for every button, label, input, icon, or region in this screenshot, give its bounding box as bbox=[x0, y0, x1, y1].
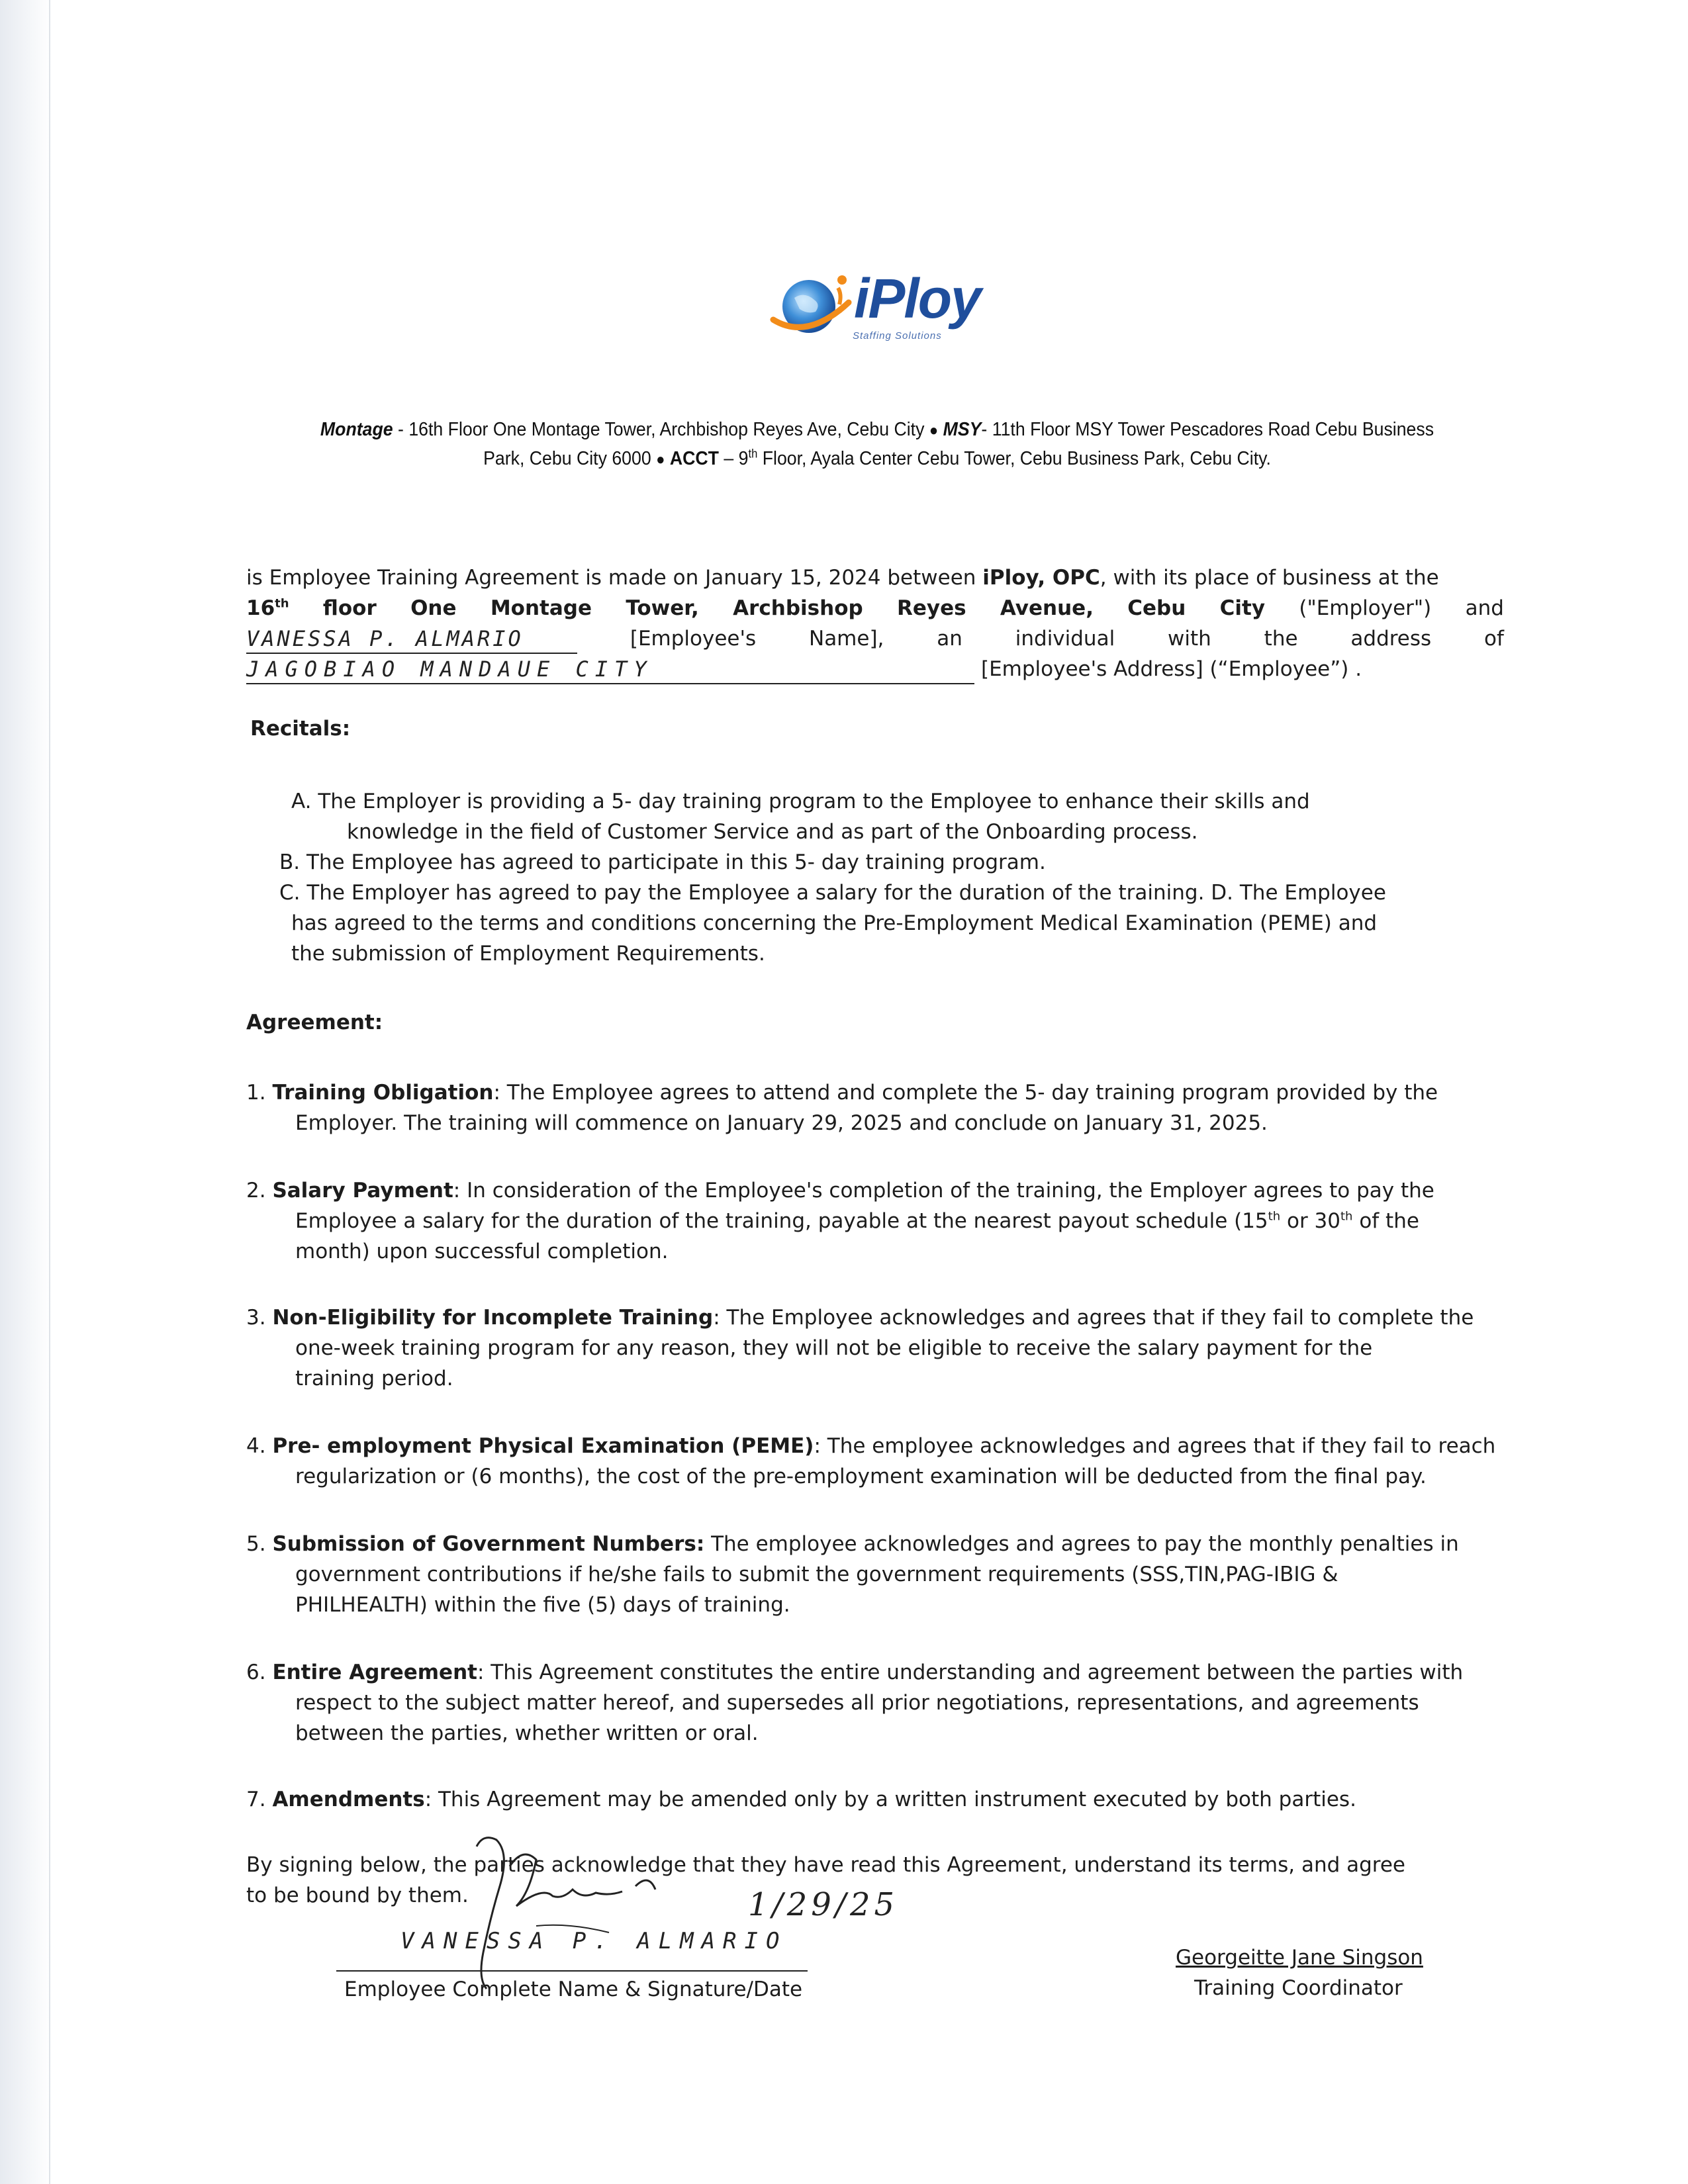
msy-label: MSY bbox=[943, 419, 982, 440]
intro-word: Archbishop bbox=[733, 596, 863, 620]
clause-6 bbox=[246, 1657, 1504, 1749]
clause-title: Pre- employment Physical Examination (PEME) bbox=[272, 1434, 814, 1458]
employee-signature bbox=[437, 1833, 781, 1992]
intro-word: One bbox=[410, 596, 457, 620]
intro-word: individual bbox=[1015, 627, 1115, 651]
signing-text: to be bound by them. bbox=[246, 1884, 469, 1907]
scan-edge-shadow bbox=[0, 0, 52, 2184]
intro-word: City bbox=[1219, 596, 1266, 620]
clause-1 bbox=[246, 1077, 1504, 1138]
clause-number: 1. bbox=[246, 1081, 266, 1105]
recital-c-cont: the submission of Employment Requirements. bbox=[291, 942, 765, 966]
intro-word: of bbox=[1484, 627, 1504, 651]
company-logo bbox=[768, 268, 993, 351]
intro-line-2 bbox=[246, 593, 1504, 623]
intro-line-4 bbox=[246, 654, 1504, 684]
clause-number: 4. bbox=[246, 1434, 266, 1458]
clause-text: The employee acknowledges and agrees to pay the monthly penalties in bbox=[704, 1532, 1459, 1556]
clause-title: Salary Payment bbox=[272, 1179, 453, 1203]
intro-word: Montage bbox=[490, 596, 592, 620]
recital-c-cont: has agreed to the terms and conditions concerning the Pre-Employment Medical Examination (PEME) and bbox=[291, 911, 1378, 935]
clause-text: Employer. The training will commence on January 29, 2025 and conclude on January 31, 2025. bbox=[295, 1111, 1268, 1135]
clause-text: respect to the subject matter hereof, and supersedes all prior negotiations, representations, and agreements bbox=[295, 1691, 1419, 1715]
clause-text: of the bbox=[1359, 1209, 1419, 1233]
acct-label: ACCT bbox=[669, 448, 719, 469]
intro-word: the bbox=[1264, 627, 1298, 651]
employee-signature-label: Employee Complete Name & Signature/Date bbox=[344, 1978, 803, 2001]
employee-name-handwritten: VANESSA P. ALMARIO bbox=[246, 623, 577, 654]
intro-word: Name], bbox=[809, 627, 884, 651]
recital-a-cont: knowledge in the field of Customer Service and as part of the Onboarding process. bbox=[347, 820, 1198, 844]
clause-text: : The Employee acknowledges and agrees that if they fail to complete the bbox=[713, 1306, 1474, 1330]
clause-title: Amendments bbox=[272, 1788, 425, 1811]
recital-b: B. The Employee has agreed to participate in this 5- day training program. bbox=[279, 850, 1046, 874]
clause-5 bbox=[246, 1529, 1504, 1620]
clause-7 bbox=[246, 1784, 1504, 1815]
clause-title: Submission of Government Numbers: bbox=[272, 1532, 705, 1556]
acct-address-pre: 9 bbox=[738, 448, 749, 469]
coordinator-name: Georgeitte Jane Singson bbox=[1176, 1946, 1423, 1970]
intro-line-3 bbox=[246, 623, 1504, 654]
recital-a: A. The Employer is providing a 5- day training program to the Employee to enhance their skills and bbox=[291, 790, 1310, 813]
clause-text: Employee a salary for the duration of the training, payable at the nearest payout schedule (15 bbox=[295, 1209, 1268, 1233]
intro-word: an bbox=[937, 627, 962, 651]
signing-text: By signing below, the parties acknowledge that they have read this Agreement, understand its terms, and agree bbox=[246, 1853, 1406, 1877]
intro-word: Cebu bbox=[1127, 596, 1186, 620]
clause-text: PHILHEALTH) within the five (5) days of training. bbox=[295, 1593, 790, 1617]
recitals-heading: Recitals: bbox=[250, 717, 351, 741]
clause-text: : In consideration of the Employee's completion of the training, the Employer agrees to pay the bbox=[453, 1179, 1434, 1203]
bullet-icon: ● bbox=[656, 451, 665, 469]
intro-text-a: is Employee Training Agreement is made on January 15, 2024 between bbox=[246, 566, 976, 590]
clause-text: : The Employee agrees to attend and complete the 5- day training program provided by the bbox=[493, 1081, 1438, 1105]
clause-number: 6. bbox=[246, 1661, 266, 1684]
signature-line bbox=[336, 1970, 808, 1972]
clause-title: Non-Eligibility for Incomplete Training bbox=[272, 1306, 714, 1330]
acct-address-post: Floor, Ayala Center Cebu Tower, Cebu Business Park, Cebu City. bbox=[762, 448, 1271, 469]
acct-address-sup: th bbox=[748, 447, 758, 461]
clause-number: 3. bbox=[246, 1306, 266, 1330]
recital-c: C. The Employer has agreed to pay the Employee a salary for the duration of the training. D. The Employee bbox=[279, 881, 1386, 905]
intro-word: Reyes bbox=[897, 596, 966, 620]
clause-text: : This Agreement may be amended only by a written instrument executed by both parties. bbox=[424, 1788, 1356, 1811]
intro-word: Tower, bbox=[626, 596, 699, 620]
clause-text: regularization or (6 months), the cost of the pre-employment examination will be deducted from the final pay. bbox=[295, 1465, 1427, 1488]
clause-title: Entire Agreement bbox=[272, 1661, 477, 1684]
ordinal-sup: th bbox=[1268, 1209, 1281, 1224]
clause-number: 2. bbox=[246, 1179, 266, 1203]
recitals-list bbox=[279, 786, 1470, 969]
signature-name-handwritten: VANESSA P. ALMARIO bbox=[400, 1928, 788, 1954]
agreement-heading: Agreement: bbox=[246, 1011, 383, 1034]
coordinator-title: Training Coordinator bbox=[1194, 1976, 1403, 2000]
logo-brand-text: iPloy bbox=[854, 267, 980, 330]
employee-address-label: [Employee's Address] (“Employee”) . bbox=[981, 657, 1362, 681]
intro-word: Avenue, bbox=[1000, 596, 1094, 620]
logo-tagline: Staffing Solutions bbox=[853, 330, 942, 341]
msy-address: 11th Floor MSY Tower Pescadores Road Cebu Business Park, Cebu City 6000 bbox=[483, 419, 1434, 469]
intro-word: floor bbox=[322, 596, 377, 620]
globe-icon bbox=[768, 268, 854, 341]
employee-address-handwritten: JAGOBIAO MANDAUE CITY bbox=[246, 654, 974, 684]
intro-line-1 bbox=[246, 563, 1504, 593]
floor-sup: th bbox=[275, 596, 289, 611]
clause-text: month) upon successful completion. bbox=[295, 1240, 669, 1263]
intro-word: with bbox=[1168, 627, 1211, 651]
intro-paragraph bbox=[246, 563, 1504, 684]
montage-label: Montage bbox=[320, 419, 393, 440]
clause-text: one-week training program for any reason, they will not be eligible to receive the salary payment for the bbox=[295, 1336, 1373, 1360]
clause-2 bbox=[246, 1175, 1504, 1267]
employer-tag: ("Employer") bbox=[1299, 596, 1432, 620]
clause-number: 7. bbox=[246, 1788, 266, 1811]
clause-text: or 30 bbox=[1286, 1209, 1340, 1233]
intro-word: and bbox=[1465, 596, 1504, 620]
clause-text: training period. bbox=[295, 1367, 453, 1390]
clause-text: government contributions if he/she fails to submit the government requirements (SSS,TIN,PAG-IBIG & bbox=[295, 1563, 1338, 1586]
montage-address: 16th Floor One Montage Tower, Archbishop Reyes Ave, Cebu City bbox=[408, 419, 925, 440]
clause-number: 5. bbox=[246, 1532, 266, 1556]
clause-text: between the parties, whether written or oral. bbox=[295, 1721, 759, 1745]
intro-text-b: , with its place of business at the bbox=[1100, 566, 1439, 590]
clause-text: : The employee acknowledges and agrees that if they fail to reach bbox=[814, 1434, 1496, 1458]
bullet-icon: ● bbox=[929, 422, 939, 439]
intro-word: address bbox=[1350, 627, 1432, 651]
scan-edge-line bbox=[49, 0, 50, 2184]
clause-title: Training Obligation bbox=[272, 1081, 494, 1105]
ordinal-sup: th bbox=[1340, 1209, 1353, 1224]
office-address-header: Montage - 16th Floor One Montage Tower, Archbishop Reyes Ave, Cebu City ● MSY- 11th Floor MSY Tower Pescadores Road Cebu Business Park, Cebu City 6000 ● ACCT – 9th Floor, Ayala Center Cebu Tower, Cebu Business Park, Cebu City. bbox=[320, 419, 1434, 469]
intro-word: [Employee's bbox=[630, 627, 757, 651]
clause-text: : This Agreement constitutes the entire understanding and agreement between the parties with bbox=[477, 1661, 1464, 1684]
clause-3 bbox=[246, 1302, 1504, 1394]
floor-number: 16 bbox=[246, 596, 275, 620]
signature-date: 1/29/25 bbox=[748, 1886, 899, 1923]
company-name: iPloy, OPC bbox=[982, 566, 1100, 590]
clause-4 bbox=[246, 1431, 1504, 1492]
